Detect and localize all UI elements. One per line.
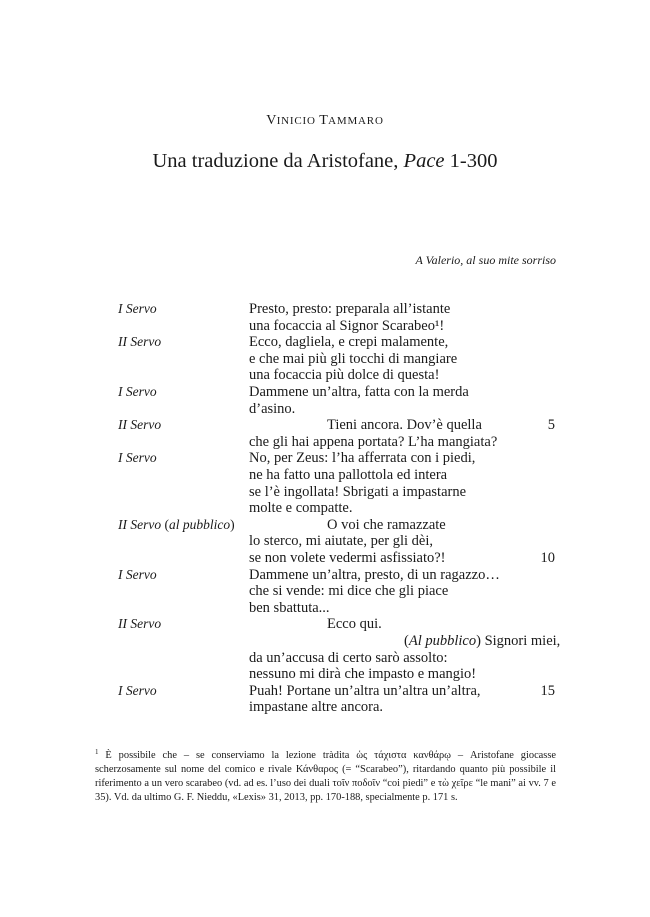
verse-line (0, 516, 650, 534)
verse-text: e che mai più gli tocchi di mangiare (249, 350, 458, 367)
footnote-marker: 1 (95, 748, 99, 756)
speaker-label: I Servo (118, 301, 157, 316)
verse-line (0, 366, 650, 384)
verse-line (0, 350, 650, 368)
verse-text: se non volete vedermi asfissiato?! (249, 550, 446, 566)
verse-line (0, 416, 650, 434)
verse-line (0, 466, 650, 484)
verse-line (0, 433, 650, 451)
verse-line (0, 649, 650, 667)
verse-text: (Al pubblico) Signori miei, (404, 633, 561, 649)
verse-line (0, 566, 650, 584)
verse-text: che si vende: mi dice che gli piace (249, 583, 449, 600)
verse-text: nessuno mi dirà che impasto e mangio! (249, 666, 477, 683)
speaker-aside: al pubblico (168, 516, 231, 532)
author-name (0, 113, 650, 129)
verse-line (0, 549, 650, 567)
speaker-label: II Servo (al pubblico) (118, 516, 235, 532)
title-range: 1-300 (444, 150, 498, 172)
verse-line (0, 582, 650, 600)
verse-line (0, 499, 650, 517)
verse-text: impastane altre ancora. (249, 699, 384, 716)
verse-line (0, 333, 650, 351)
stage-direction: Al pubblico (408, 633, 477, 649)
article-title (0, 150, 650, 173)
verse-line (0, 698, 650, 716)
verse-line (0, 665, 650, 683)
verse-text: Presto, presto: preparala all’istante (249, 301, 451, 317)
dedication: A Valerio, al suo mite sorriso (415, 253, 556, 267)
verse-text: No, per Zeus: l’ha afferrata con i piedi, (249, 450, 476, 467)
verse-line (0, 532, 650, 550)
verse-text: Dammene un’altra, fatta con la merda (249, 384, 469, 400)
verse-line (0, 632, 650, 650)
verse-line (0, 615, 650, 633)
verse-text: una focaccia più dolce di questa! (249, 367, 440, 384)
verse-text: lo sterco, mi aiutate, per gli dèi, (249, 533, 434, 550)
verse-line (0, 300, 650, 318)
speaker-label: II Servo (118, 334, 162, 350)
verse-text: ben sbattuta... (249, 599, 330, 616)
verse-text: Tieni ancora. Dov’è quella (327, 417, 482, 434)
verse-text: d’asino. (249, 400, 296, 417)
verse-text: Puah! Portane un’altra un’altra un’altra, (249, 682, 481, 699)
author-text: VINICIO TAMMARO (266, 113, 384, 128)
verse-text: Dammene un’altra, presto, di un ragazzo… (249, 566, 500, 583)
title-main: Una traduzione da Aristofane, (152, 150, 404, 172)
verse-line (0, 317, 650, 335)
speaker-label: I Servo (118, 384, 157, 399)
verse-text: Ecco qui. (327, 616, 382, 633)
verse-text: molte e compatte. (249, 500, 353, 517)
footnote (95, 745, 556, 805)
verse-text: Ecco, dagliela, e crepi malamente, (249, 334, 449, 351)
footnote-text: È possibile che – se conserviamo la lezione tràdita ὡς τάχιστα κανθάρῳ – Aristofane giocasse scherzosamente sul nome del comico e rivale Κάνθαρος (= “Scarabeo”), ritardando quanto più possibile il riferimento a un vero scarabeo (vd. ad es. l’uso dei duali τοῖν ποδοῖν “coi piedi” e τὼ χεῖρε “le mani” ai vv. 7 e 35). Vd. da ultimo G. F. Nieddu, «Lexis» 31, 2013, pp. 170-188, specialmente p. 171 s. (95, 750, 556, 803)
verse-text: da un’accusa di certo sarò assolto: (249, 649, 448, 666)
speaker-label: I Servo (118, 450, 157, 466)
verse-line (0, 400, 650, 418)
line-number: 10 (540, 550, 555, 566)
verse-line (0, 483, 650, 501)
speaker-label: II Servo (118, 616, 162, 632)
verse-line (0, 449, 650, 467)
title-work: Pace (403, 150, 445, 172)
verse-text: una focaccia al Signor Scarabeo¹! (249, 317, 445, 334)
speaker-label: I Servo (118, 682, 157, 698)
verse-line (0, 383, 650, 401)
verse-text: ne ha fatto una pallottola ed intera (249, 467, 448, 483)
speaker-label: II Servo (118, 417, 162, 433)
verse-text: O voi che ramazzate (327, 516, 446, 533)
speaker-label: I Servo (118, 566, 157, 582)
line-number: 5 (547, 417, 555, 434)
verse-line (0, 682, 650, 700)
verse-line (0, 599, 650, 617)
verse-text: che gli hai appena portata? L’ha mangiata? (249, 433, 498, 450)
line-number: 15 (540, 682, 555, 699)
verse-text: se l’è ingollata! Sbrigati a impastarne (249, 483, 467, 500)
